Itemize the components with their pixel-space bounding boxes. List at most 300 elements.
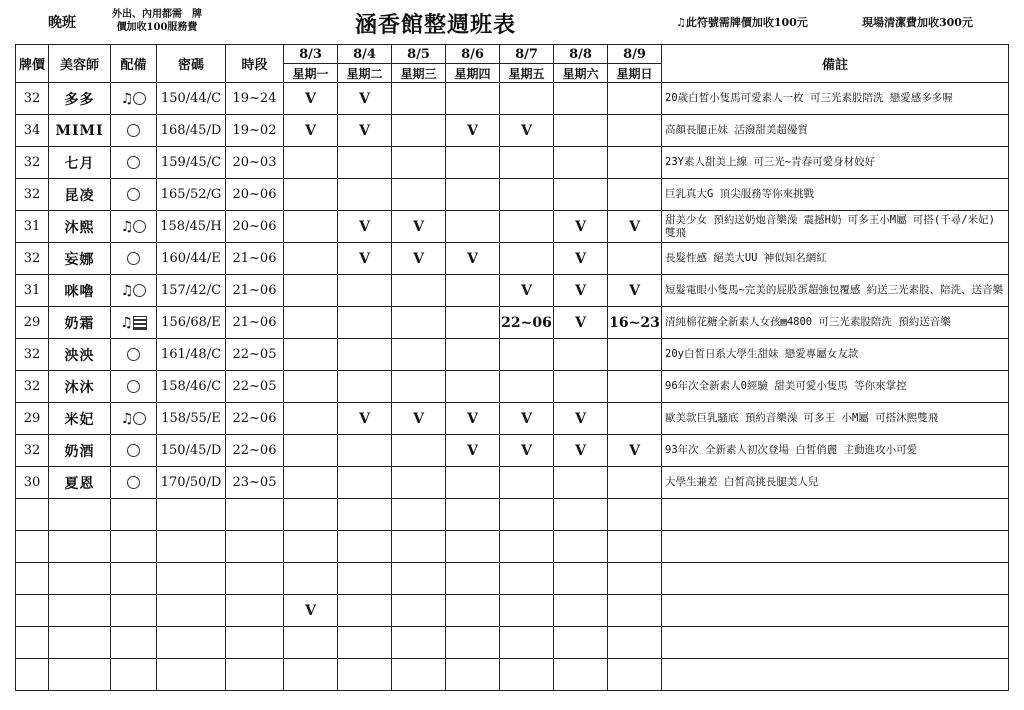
day-mark: V [338,115,392,147]
code-cell: 157/42/C [157,275,226,307]
day-mark: V [500,115,554,147]
time-slot-cell: 23~05 [226,467,284,499]
day-mark [500,563,554,595]
table-row [16,563,1009,595]
day-mark [446,467,500,499]
day-mark [608,467,662,499]
day-mark: V [554,403,608,435]
day-mark [446,339,500,371]
day-mark [554,499,608,531]
code-cell: 159/45/C [157,147,226,179]
cleaning-fee-note: 現場清潔費加收300元 [862,16,973,29]
circle-icon [127,380,140,393]
day-mark: V [284,595,338,627]
config-cell [111,275,157,307]
price-cell: 32 [16,371,49,403]
table-row [16,243,1009,275]
col-weekday: 星期二 [338,64,392,83]
day-mark [338,595,392,627]
remark-cell: 巨乳真大G 頂尖服務等你來挑戰 [662,179,1009,211]
day-mark: V [284,83,338,115]
code-cell: 170/50/D [157,467,226,499]
price-cell [16,563,49,595]
table-row [16,275,1009,307]
code-cell: 158/46/C [157,371,226,403]
day-mark [338,563,392,595]
stylist-name: 夏恩 [49,467,111,499]
time-slot-cell: 20~06 [226,211,284,243]
day-mark [608,83,662,115]
day-mark [500,467,554,499]
day-mark [500,371,554,403]
price-cell: 32 [16,83,49,115]
music-note-icon: ♫ [120,282,134,299]
col-price: 牌價 [16,45,49,83]
day-mark [284,499,338,531]
circle-icon [133,92,146,105]
day-mark [392,115,446,147]
day-mark [338,499,392,531]
day-mark [284,659,338,691]
day-mark [338,531,392,563]
config-cell [111,499,157,531]
day-mark [554,115,608,147]
day-mark [608,371,662,403]
config-cell [111,435,157,467]
day-mark [554,563,608,595]
day-mark [608,595,662,627]
day-mark: V [554,435,608,467]
remark-cell: 23Y素人甜美上線 可三光~青春可愛身材姣好 [662,147,1009,179]
config-cell [111,659,157,691]
day-mark [338,275,392,307]
day-mark [284,147,338,179]
time-slot-cell [226,499,284,531]
code-cell [157,659,226,691]
code-cell: 161/48/C [157,339,226,371]
day-mark [392,659,446,691]
code-cell [157,627,226,659]
circle-icon [127,124,140,137]
day-mark [284,467,338,499]
stylist-name: 妄娜 [49,243,111,275]
config-cell [111,179,157,211]
col-weekday: 星期一 [284,64,338,83]
remark-cell [662,499,1009,531]
day-mark [284,531,338,563]
code-cell: 168/45/D [157,115,226,147]
day-mark [554,83,608,115]
price-cell: 32 [16,435,49,467]
day-mark [446,531,500,563]
day-mark: V [284,115,338,147]
day-mark [608,499,662,531]
service-fee-note-top: 外出、內用都需 牌 [112,9,202,20]
day-mark [446,275,500,307]
day-mark: V [338,243,392,275]
day-mark [392,275,446,307]
time-slot-cell: 19~24 [226,83,284,115]
day-mark: V [446,435,500,467]
day-mark [338,147,392,179]
day-mark [446,499,500,531]
day-mark [392,435,446,467]
day-mark: V [338,211,392,243]
day-mark [554,371,608,403]
table-row [16,147,1009,179]
time-slot-cell: 21~06 [226,307,284,339]
day-mark [500,83,554,115]
day-mark: 16~23 [608,307,662,339]
day-mark [554,659,608,691]
time-slot-cell [226,627,284,659]
stylist-name [49,659,111,691]
code-cell [157,499,226,531]
circle-icon [133,412,146,425]
remark-cell: 長髮性感 絕美大UU 神似知名網紅 [662,243,1009,275]
day-mark [446,147,500,179]
day-mark: V [500,435,554,467]
col-stylist: 美容師 [49,45,111,83]
price-cell [16,595,49,627]
day-mark [284,307,338,339]
stylist-name [49,499,111,531]
day-mark: V [554,275,608,307]
page-header [0,0,1024,44]
col-weekday: 星期五 [500,64,554,83]
remark-cell: 20歲白皙小隻馬可愛素人一枚 可三光素股陪洗 戀愛感多多喔 [662,83,1009,115]
day-mark [284,435,338,467]
day-mark [554,147,608,179]
day-mark: V [392,211,446,243]
day-mark [392,83,446,115]
day-mark: V [446,243,500,275]
day-mark [338,371,392,403]
table-row [16,403,1009,435]
music-note-icon: ♫ [120,218,134,235]
stylist-name: 奶酒 [49,435,111,467]
table-row [16,435,1009,467]
day-mark [608,115,662,147]
price-cell: 30 [16,467,49,499]
remark-cell [662,659,1009,691]
remark-cell: 清純棉花糖全新素人女孩▤4800 可三光素股陪洗 預約送音樂 [662,307,1009,339]
config-cell [111,627,157,659]
remark-cell: 20y白皙日系大學生甜妹 戀愛專屬女友款 [662,339,1009,371]
day-mark [500,499,554,531]
time-slot-cell [226,531,284,563]
circle-icon [127,444,140,457]
circle-icon [127,476,140,489]
time-slot-cell: 20~03 [226,147,284,179]
table-row [16,659,1009,691]
day-mark [284,339,338,371]
col-date: 8/9 [608,45,662,64]
stylist-name: 七月 [49,147,111,179]
table-row [16,595,1009,627]
price-cell: 32 [16,147,49,179]
code-cell: 158/45/H [157,211,226,243]
circle-icon [127,188,140,201]
table-row [16,211,1009,243]
day-mark: V [446,115,500,147]
config-cell [111,339,157,371]
day-mark [500,659,554,691]
shift-label: 晚班 [48,15,76,31]
day-mark [446,211,500,243]
day-mark [500,147,554,179]
day-mark: V [554,307,608,339]
music-note-icon: ♫ [120,314,133,331]
day-mark [392,499,446,531]
price-cell: 31 [16,211,49,243]
time-slot-cell: 22~06 [226,403,284,435]
config-cell [111,307,157,339]
day-mark [554,531,608,563]
music-note-icon: ♫ [120,90,134,107]
price-cell [16,659,49,691]
day-mark [338,435,392,467]
day-mark: V [500,275,554,307]
code-cell: 160/44/E [157,243,226,275]
remark-cell [662,627,1009,659]
day-mark [338,467,392,499]
code-cell: 150/44/C [157,83,226,115]
time-slot-cell: 22~05 [226,371,284,403]
col-date: 8/4 [338,45,392,64]
time-slot-cell: 20~06 [226,179,284,211]
config-cell [111,531,157,563]
table-row [16,307,1009,339]
price-cell [16,499,49,531]
day-mark [338,659,392,691]
day-mark [608,563,662,595]
config-cell [111,83,157,115]
price-cell [16,627,49,659]
day-mark: V [608,211,662,243]
day-mark [392,147,446,179]
price-cell: 29 [16,403,49,435]
day-mark [500,595,554,627]
day-mark [284,627,338,659]
config-cell [111,115,157,147]
day-mark [284,403,338,435]
day-mark: V [608,275,662,307]
day-mark [554,595,608,627]
stylist-name [49,531,111,563]
table-row [16,339,1009,371]
day-mark: V [338,83,392,115]
table-row [16,627,1009,659]
col-weekday: 星期四 [446,64,500,83]
table-row [16,83,1009,115]
day-mark [392,179,446,211]
stylist-name [49,627,111,659]
day-mark [446,627,500,659]
day-mark [500,339,554,371]
day-mark [500,243,554,275]
day-mark: V [446,403,500,435]
day-mark [554,467,608,499]
remark-cell: 歐美款巨乳騷底 預約音樂澡 可多王 小M屬 可搭沐熙雙飛 [662,403,1009,435]
price-cell: 34 [16,115,49,147]
circle-icon [127,252,140,265]
table-row [16,467,1009,499]
table-row [16,371,1009,403]
code-cell [157,595,226,627]
price-cell: 32 [16,179,49,211]
config-cell [111,595,157,627]
config-cell [111,403,157,435]
time-slot-cell: 21~06 [226,275,284,307]
config-cell [111,371,157,403]
col-weekday: 星期日 [608,64,662,83]
time-slot-cell [226,595,284,627]
col-code: 密碼 [157,45,226,83]
day-mark [500,211,554,243]
stylist-name: 昆凌 [49,179,111,211]
remark-cell: 93年次 全新素人初次登場 白皙俏麗 主動進攻小可愛 [662,435,1009,467]
day-mark: 22~06 [500,307,554,339]
day-mark [284,179,338,211]
remark-cell: 高顏長腿正妹 活潑甜美超優質 [662,115,1009,147]
time-slot-cell: 22~06 [226,435,284,467]
day-mark [500,627,554,659]
price-cell: 31 [16,275,49,307]
col-weekday: 星期六 [554,64,608,83]
day-mark [500,531,554,563]
day-mark [392,563,446,595]
table-row [16,115,1009,147]
remark-cell [662,595,1009,627]
day-mark [500,179,554,211]
stylist-name: 泱泱 [49,339,111,371]
table-row [16,179,1009,211]
stylist-name: 咪嚕 [49,275,111,307]
page-title: 涵香館整週班表 [355,12,517,38]
day-mark [284,275,338,307]
day-mark [608,179,662,211]
day-mark: V [608,435,662,467]
day-mark: V [500,403,554,435]
circle-icon [133,284,146,297]
day-mark [446,659,500,691]
day-mark [338,339,392,371]
remark-cell: 甜美少女 預約送奶炮音樂澡 震撼H奶 可多王小M屬 可搭(千尋/米妃)雙飛 [662,211,1009,243]
time-slot-cell: 19~02 [226,115,284,147]
day-mark [608,531,662,563]
price-cell: 29 [16,307,49,339]
day-mark [608,339,662,371]
remark-cell [662,563,1009,595]
day-mark: V [392,243,446,275]
day-mark [446,371,500,403]
day-mark [446,307,500,339]
day-mark [554,179,608,211]
stylist-name [49,595,111,627]
day-mark [608,243,662,275]
stylist-name: 多多 [49,83,111,115]
remark-cell [662,531,1009,563]
table-row [16,531,1009,563]
day-mark [392,467,446,499]
day-mark [608,659,662,691]
day-mark: V [392,403,446,435]
stylist-name [49,563,111,595]
day-mark [392,371,446,403]
day-mark [338,307,392,339]
col-time: 時段 [226,45,284,83]
col-date: 8/8 [554,45,608,64]
day-mark [284,211,338,243]
day-mark [338,179,392,211]
config-cell [111,147,157,179]
day-mark [392,339,446,371]
day-mark [446,179,500,211]
col-date: 8/6 [446,45,500,64]
time-slot-cell [226,563,284,595]
day-mark [446,563,500,595]
day-mark [284,243,338,275]
col-remarks: 備註 [662,45,1009,83]
music-symbol-fee-note: ♫此符號需牌價加收100元 [676,16,808,29]
col-date: 8/5 [392,45,446,64]
col-date: 8/7 [500,45,554,64]
day-mark [608,403,662,435]
col-weekday: 星期三 [392,64,446,83]
code-cell [157,531,226,563]
day-mark [608,627,662,659]
config-cell [111,467,157,499]
config-cell [111,563,157,595]
day-mark [338,627,392,659]
price-cell [16,531,49,563]
service-fee-note-bottom: 價加收100服務費 [116,22,198,33]
day-mark [392,627,446,659]
code-cell: 156/68/E [157,307,226,339]
day-mark: V [554,243,608,275]
code-cell [157,563,226,595]
remark-cell: 大學生兼差 白皙高挑長腿美人兒 [662,467,1009,499]
config-cell [111,243,157,275]
day-mark [392,531,446,563]
circle-icon [127,348,140,361]
price-cell: 32 [16,339,49,371]
code-cell: 158/55/E [157,403,226,435]
day-mark [284,563,338,595]
time-slot-cell [226,659,284,691]
day-mark: V [554,211,608,243]
circle-icon [127,156,140,169]
code-cell: 150/45/D [157,435,226,467]
stylist-name: 沐沐 [49,371,111,403]
time-slot-cell: 22~05 [226,339,284,371]
config-cell [111,211,157,243]
day-mark [554,627,608,659]
service-fee-note [112,8,202,34]
schedule-table [15,44,1009,691]
col-date: 8/3 [284,45,338,64]
remark-cell: 96年次全新素人0經驗 甜美可愛小隻馬 等你來掌控 [662,371,1009,403]
circle-icon [133,220,146,233]
day-mark [446,595,500,627]
stylist-name: 米妃 [49,403,111,435]
table-row [16,499,1009,531]
day-mark [554,339,608,371]
day-mark: V [338,403,392,435]
day-mark [608,147,662,179]
time-slot-cell: 21~06 [226,243,284,275]
